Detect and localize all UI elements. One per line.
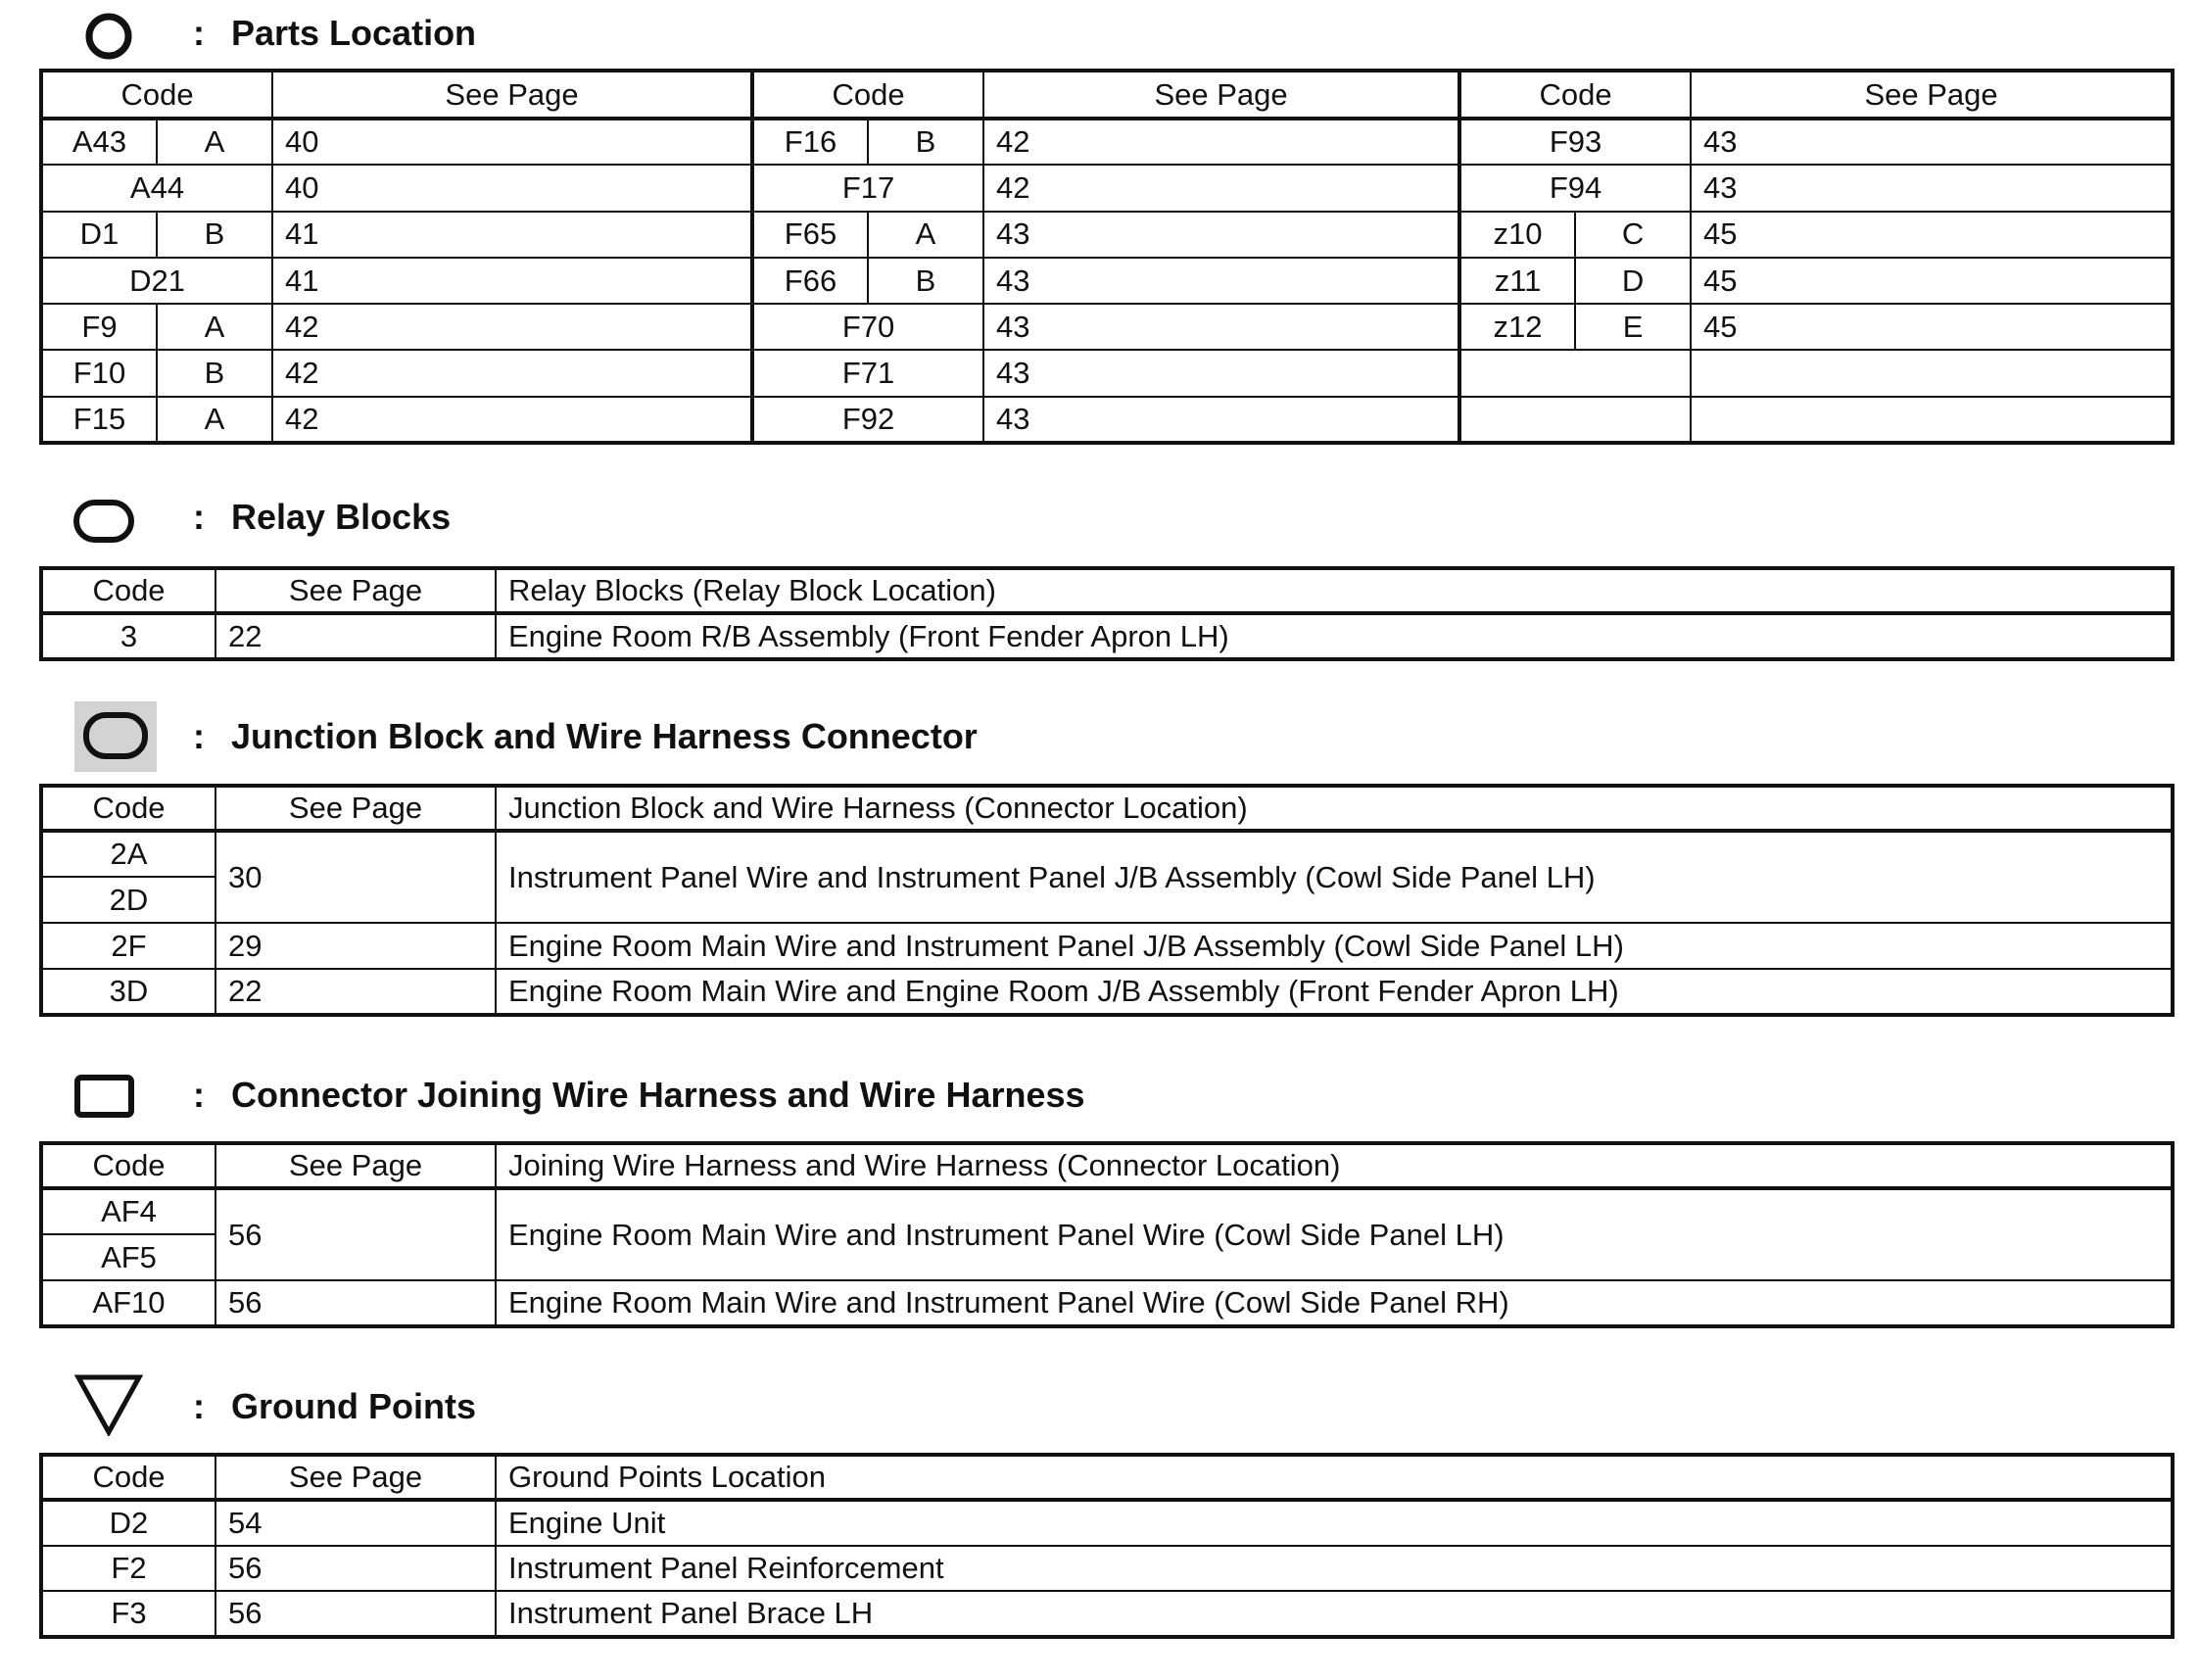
code-cell (1459, 350, 1691, 396)
table-row (41, 613, 2173, 659)
see-page-cell: 56 (215, 1280, 496, 1326)
see-page-header: See Page (215, 1455, 496, 1500)
code-cell: F65 (752, 212, 868, 258)
table-row (41, 165, 2173, 211)
shaded-rounded-rect-icon (74, 701, 157, 772)
code-cell: A44 (41, 165, 272, 211)
see-page-cell: 22 (215, 969, 496, 1015)
see-page-cell: 56 (215, 1188, 496, 1280)
triangle-down-icon (72, 1371, 145, 1436)
header-row (41, 786, 2173, 831)
code-cell: z11 (1459, 258, 1575, 304)
sub-code-cell: A (157, 304, 272, 350)
table-row (41, 304, 2173, 350)
see-page-cell: 56 (215, 1591, 496, 1637)
location-cell: Engine Room Main Wire and Instrument Panel Wire (Cowl Side Panel RH) (496, 1280, 2173, 1326)
see-page-cell: 43 (983, 397, 1459, 443)
relay-blocks-table (39, 566, 2175, 661)
see-page-cell: 43 (983, 212, 1459, 258)
sub-code-cell: B (157, 212, 272, 258)
code-header: Code (41, 568, 215, 613)
code-cell (1459, 397, 1691, 443)
see-page-cell: 43 (983, 258, 1459, 304)
code-cell: 2F (41, 923, 215, 969)
see-page-cell: 42 (272, 304, 752, 350)
see-page-cell (1691, 397, 2173, 443)
code-cell: AF4 (41, 1188, 215, 1234)
code-cell: A43 (41, 119, 157, 165)
see-page-cell: 56 (215, 1546, 496, 1592)
see-page-header: See Page (1691, 71, 2173, 119)
code-cell: F17 (752, 165, 983, 211)
see-page-header: See Page (215, 568, 496, 613)
location-header: Junction Block and Wire Harness (Connector Location) (496, 786, 2173, 831)
sub-code-cell: A (157, 119, 272, 165)
location-cell: Instrument Panel Reinforcement (496, 1546, 2173, 1592)
location-cell: Instrument Panel Wire and Instrument Panel J/B Assembly (Cowl Side Panel LH) (496, 831, 2173, 923)
sub-code-cell: B (868, 119, 983, 165)
see-page-cell: 43 (983, 304, 1459, 350)
see-page-cell (1691, 350, 2173, 396)
code-cell: F15 (41, 397, 157, 443)
table-row (41, 212, 2173, 258)
table-row (41, 831, 2173, 877)
rounded-rect-icon (72, 498, 137, 545)
parts-location-table (39, 69, 2175, 445)
see-page-cell: 43 (1691, 165, 2173, 211)
connector-joining-heading (0, 1062, 2199, 1130)
see-page-cell: 30 (215, 831, 496, 923)
table-row (41, 397, 2173, 443)
location-cell: Engine Room Main Wire and Engine Room J/B Assembly (Front Fender Apron LH) (496, 969, 2173, 1015)
see-page-header: See Page (215, 1143, 496, 1188)
code-header: Code (41, 1455, 215, 1500)
see-page-cell: 43 (983, 350, 1459, 396)
location-header: Ground Points Location (496, 1455, 2173, 1500)
location-header: Relay Blocks (Relay Block Location) (496, 568, 2173, 613)
header-row (41, 568, 2173, 613)
colon: : (193, 1386, 205, 1426)
section-title: Connector Joining Wire Harness and Wire Harness (231, 1075, 1085, 1115)
sub-code-cell: E (1575, 304, 1691, 350)
code-cell: F71 (752, 350, 983, 396)
sub-code-cell: B (157, 350, 272, 396)
code-cell: F16 (752, 119, 868, 165)
see-page-header: See Page (983, 71, 1459, 119)
header-row (41, 1143, 2173, 1188)
rectangle-icon (72, 1072, 137, 1123)
colon: : (193, 716, 205, 756)
section-title: Parts Location (231, 13, 477, 53)
see-page-cell: 42 (983, 119, 1459, 165)
relay-blocks-heading (0, 488, 2199, 556)
section-title: Ground Points (231, 1386, 476, 1426)
see-page-cell: 40 (272, 165, 752, 211)
ground-points-heading (0, 1369, 2199, 1438)
code-cell: AF5 (41, 1234, 215, 1280)
table-row (41, 1280, 2173, 1326)
location-cell: Engine Room Main Wire and Instrument Panel Wire (Cowl Side Panel LH) (496, 1188, 2173, 1280)
code-cell: 2A (41, 831, 215, 877)
colon: : (193, 13, 205, 53)
connector-joining-table (39, 1141, 2175, 1328)
table-row (41, 258, 2173, 304)
location-cell: Engine Room R/B Assembly (Front Fender Apron LH) (496, 613, 2173, 659)
table-row (41, 969, 2173, 1015)
code-header: Code (41, 1143, 215, 1188)
see-page-cell: 43 (1691, 119, 2173, 165)
code-cell: F2 (41, 1546, 215, 1592)
see-page-cell: 42 (272, 397, 752, 443)
sub-code-cell: C (1575, 212, 1691, 258)
junction-block-table (39, 784, 2175, 1017)
location-header: Joining Wire Harness and Wire Harness (Connector Location) (496, 1143, 2173, 1188)
code-cell: F66 (752, 258, 868, 304)
code-cell: F10 (41, 350, 157, 396)
code-cell: D1 (41, 212, 157, 258)
table-row (41, 923, 2173, 969)
sub-code-cell: D (1575, 258, 1691, 304)
see-page-cell: 41 (272, 212, 752, 258)
see-page-cell: 29 (215, 923, 496, 969)
location-cell: Instrument Panel Brace LH (496, 1591, 2173, 1637)
code-cell: z12 (1459, 304, 1575, 350)
table-row (41, 1591, 2173, 1637)
see-page-cell: 45 (1691, 304, 2173, 350)
table-row (41, 1500, 2173, 1546)
location-cell: Engine Room Main Wire and Instrument Panel J/B Assembly (Cowl Side Panel LH) (496, 923, 2173, 969)
junction-block-heading (0, 701, 2199, 770)
see-page-cell: 45 (1691, 258, 2173, 304)
see-page-header: See Page (272, 71, 752, 119)
see-page-cell: 41 (272, 258, 752, 304)
code-cell: F3 (41, 1591, 215, 1637)
table-row (41, 1546, 2173, 1592)
sub-code-cell: A (157, 397, 272, 443)
code-cell: F92 (752, 397, 983, 443)
code-cell: 2D (41, 877, 215, 923)
see-page-cell: 22 (215, 613, 496, 659)
sub-code-cell: B (868, 258, 983, 304)
see-page-cell: 42 (983, 165, 1459, 211)
see-page-cell: 40 (272, 119, 752, 165)
code-cell: AF10 (41, 1280, 215, 1326)
see-page-cell: 45 (1691, 212, 2173, 258)
code-cell: z10 (1459, 212, 1575, 258)
section-title: Junction Block and Wire Harness Connector (231, 716, 978, 756)
code-cell: F94 (1459, 165, 1691, 211)
header-row (41, 71, 2173, 119)
see-page-cell: 42 (272, 350, 752, 396)
code-header: Code (752, 71, 983, 119)
ground-points-table (39, 1453, 2175, 1639)
code-header: Code (1459, 71, 1691, 119)
see-page-header: See Page (215, 786, 496, 831)
table-row (41, 1188, 2173, 1234)
sub-code-cell: A (868, 212, 983, 258)
section-title: Relay Blocks (231, 497, 452, 537)
table-row (41, 350, 2173, 396)
code-cell: D21 (41, 258, 272, 304)
colon: : (193, 1075, 205, 1115)
colon: : (193, 497, 205, 537)
code-cell: D2 (41, 1500, 215, 1546)
code-cell: F70 (752, 304, 983, 350)
table-row (41, 119, 2173, 165)
header-row (41, 1455, 2173, 1500)
parts-location-heading (0, 0, 2199, 69)
location-cell: Engine Unit (496, 1500, 2173, 1546)
code-cell: F9 (41, 304, 157, 350)
code-cell: F93 (1459, 119, 1691, 165)
circle-icon (84, 12, 133, 61)
code-header: Code (41, 786, 215, 831)
code-cell: 3 (41, 613, 215, 659)
see-page-cell: 54 (215, 1500, 496, 1546)
code-cell: 3D (41, 969, 215, 1015)
code-header: Code (41, 71, 272, 119)
